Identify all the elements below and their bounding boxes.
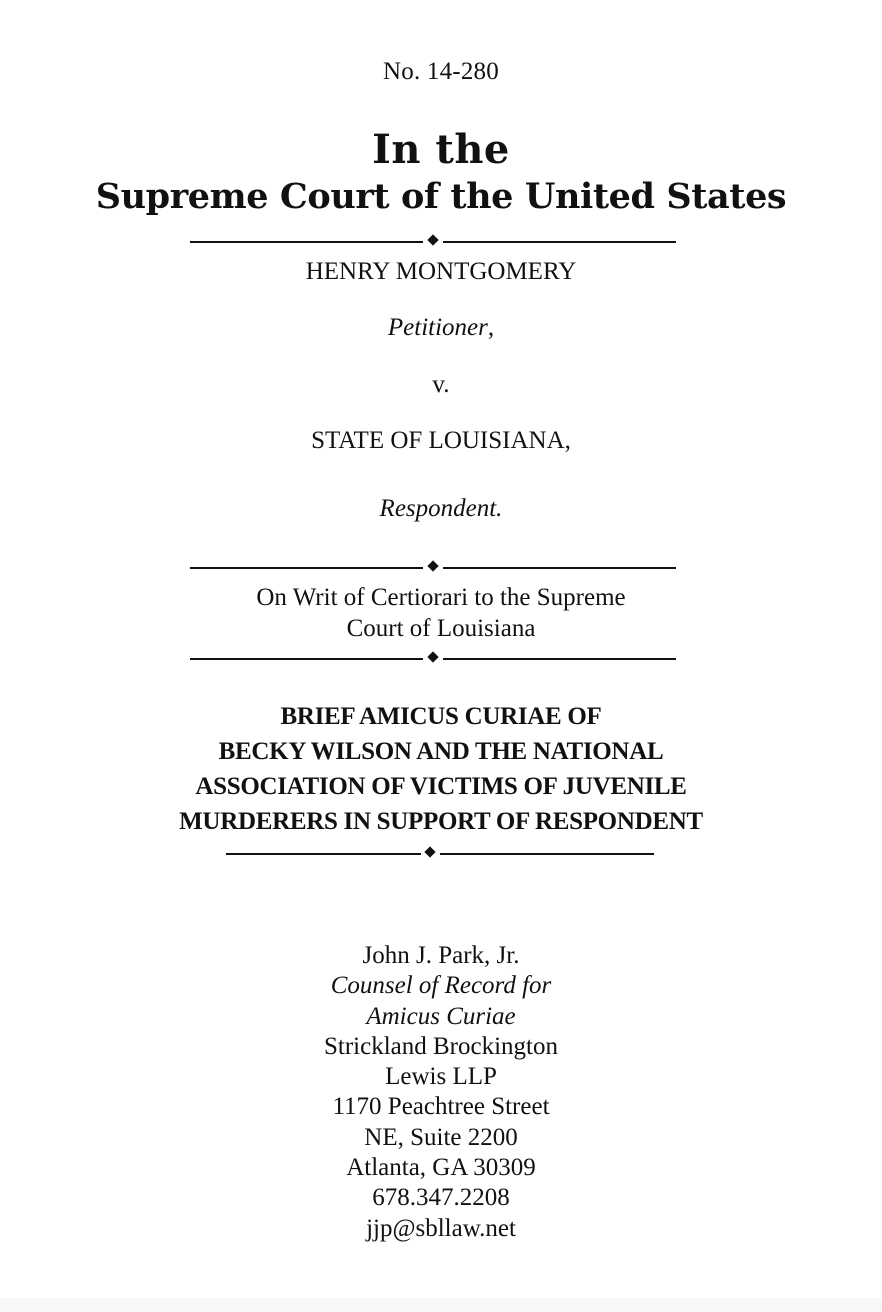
counsel-block [0, 941, 882, 1244]
writ-line: On Writ of Certiorari to the Supreme [256, 584, 626, 611]
counsel-address: 1170 Peachtree Street [332, 1093, 550, 1121]
counsel-firm: Strickland Brockington [324, 1032, 558, 1060]
counsel-firm: Lewis LLP [385, 1063, 497, 1091]
writ-description [0, 582, 882, 644]
counsel-city: Atlanta, GA 30309 [346, 1154, 536, 1182]
versus: v. [432, 371, 450, 398]
counsel-address: NE, Suite 2200 [364, 1123, 518, 1151]
petitioner-role [0, 314, 882, 342]
section-divider [190, 560, 676, 576]
section-divider [190, 234, 676, 250]
diamond-icon [427, 234, 438, 245]
diamond-icon [427, 560, 438, 571]
brief-title-line: BRIEF AMICUS CURIAE OF [280, 703, 602, 730]
court-heading-line2: Supreme Court of the United States [95, 176, 787, 217]
brief-title-line: ASSOCIATION OF VICTIMS OF JUVENILE [195, 773, 687, 800]
petitioner-role-label: Petitioner [387, 314, 488, 341]
brief-title-line: MURDERERS IN SUPPORT OF RESPONDENT [179, 808, 703, 835]
section-divider [226, 846, 654, 862]
counsel-role: Amicus Curiae [366, 1002, 516, 1030]
writ-line: Court of Louisiana [346, 615, 536, 642]
respondent-name: STATE OF LOUISIANA, [311, 427, 571, 454]
section-divider [190, 651, 676, 667]
page-bottom-edge [0, 1298, 882, 1312]
docket-number: No. 14-280 [383, 58, 499, 85]
court-heading-line1: In the [372, 126, 510, 173]
counsel-role: Counsel of Record for [330, 972, 552, 1000]
petitioner-role-punct: , [487, 314, 495, 341]
counsel-phone: 678.347.2208 [372, 1184, 510, 1212]
counsel-email: jjp@sbllaw.net [366, 1214, 516, 1242]
diamond-icon [427, 651, 438, 662]
brief-title [0, 699, 882, 839]
respondent-role: Respondent. [379, 495, 503, 522]
counsel-name: John J. Park, Jr. [362, 942, 520, 969]
diamond-icon [424, 846, 435, 857]
petitioner-name: HENRY MONTGOMERY [305, 258, 577, 285]
brief-title-line: BECKY WILSON AND THE NATIONAL [218, 738, 664, 765]
